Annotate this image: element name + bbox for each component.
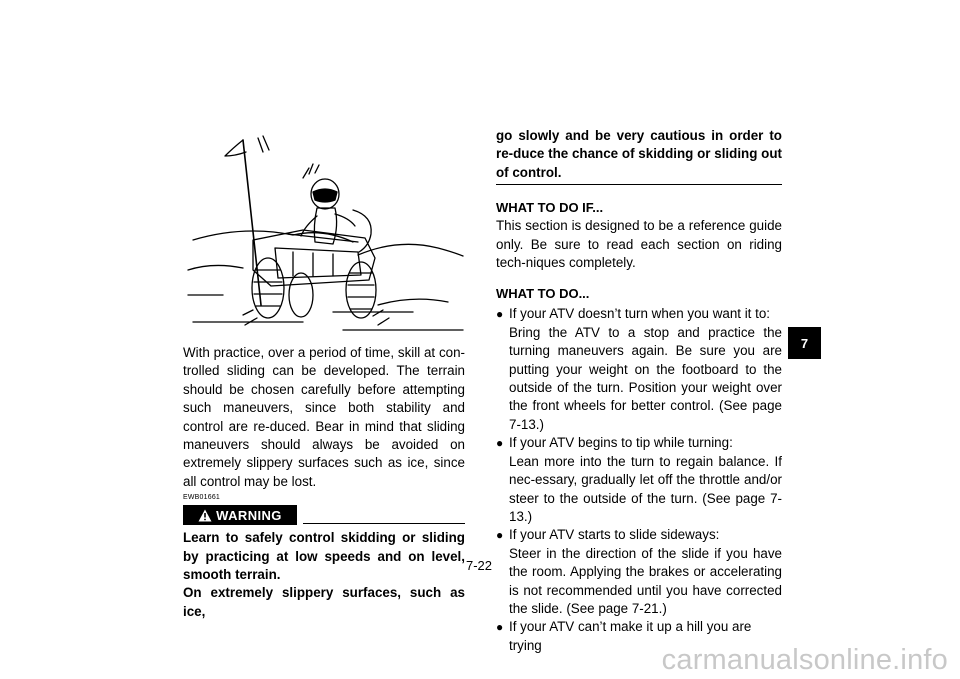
section-heading-what-to-do-if: WHAT TO DO IF... — [496, 200, 604, 216]
warning-code: EWB01661 — [183, 494, 221, 502]
page-number: 7-22 — [466, 558, 493, 573]
warning-text-1: Learn to safely control skidding or sliding by practicing at low speeds and on level, smooth terrain. — [183, 530, 465, 583]
section-heading-what-to-do: WHAT TO DO... — [496, 286, 590, 302]
warning-badge — [183, 505, 297, 525]
advice-list — [496, 305, 782, 655]
bullet-icon: ● — [496, 528, 504, 543]
warning-end-rule — [496, 184, 782, 185]
list-item-question: If your ATV begins to tip while turning: — [509, 435, 733, 451]
list-item — [496, 434, 782, 526]
bullet-icon: ● — [496, 307, 504, 322]
list-item-answer: Lean more into the turn to regain balance. If nec-essary, gradually let off the throttle and/or steer to the outside of the turn. (See page 7-13.) — [509, 453, 782, 524]
atv-rider-illustration — [183, 130, 465, 338]
warning-text-2: On extremely slippery surfaces, such as ice, — [183, 585, 465, 619]
bullet-icon: ● — [496, 436, 504, 451]
list-item-question: If your ATV doesn’t turn when you want it to: — [509, 306, 771, 322]
list-item-question: If your ATV starts to slide sideways: — [509, 527, 720, 543]
left-column — [183, 130, 465, 621]
chapter-tab: 7 — [788, 327, 821, 359]
warning-continuation: go slowly and be very cautious in order to re-duce the chance of skidding or sliding out of control. — [496, 128, 782, 180]
warning-label: WARNING — [216, 507, 282, 523]
right-column — [496, 127, 782, 655]
watermark: carmanualsonline.info — [661, 644, 948, 676]
section-intro: This section is designed to be a reference guide only. Be sure to read each section on riding tech-niques completely. — [496, 218, 782, 271]
bullet-icon: ● — [496, 620, 504, 635]
list-item — [496, 526, 782, 618]
list-item-question: If your ATV can’t make it up a hill you are trying — [509, 619, 752, 653]
list-item-answer: Bring the ATV to a stop and practice the turning maneuvers again. Be sure you are putting your weight on the footboard to the outside of the turn. Position your weight over the front wheels for better control. (See page 7-13.) — [509, 324, 782, 432]
list-item — [496, 305, 782, 434]
warning-rule — [303, 523, 465, 524]
warning-header — [183, 503, 465, 525]
sliding-paragraph: With practice, over a period of time, skill at con-trolled sliding can be developed. The terrain should be chosen carefully before attempting such maneuvers, since both stability and control are re-duced. Bear in mind that sliding maneuvers should always be avoided on extremely slippery surfaces such as ice, since all control may be lost. — [183, 345, 465, 489]
warning-triangle-icon — [198, 509, 212, 522]
list-item-answer: Steer in the direction of the slide if you have the room. Applying the brakes or accelerating is not recommended until you have corrected the slide. (See page 7-21.) — [509, 545, 782, 616]
